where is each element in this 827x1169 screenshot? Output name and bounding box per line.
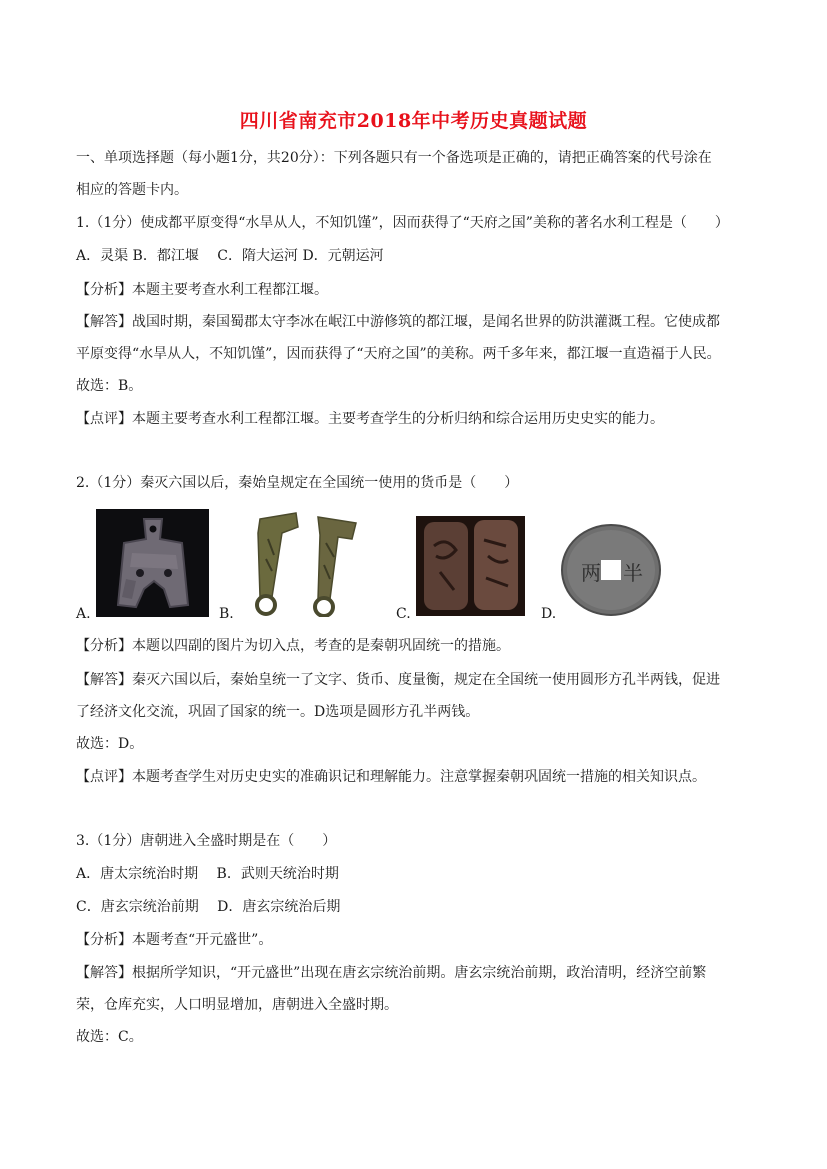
option-a-label: A. — [76, 606, 91, 622]
question-1-options: A．灵渠 B．都江堰 C．隋大运河 D．元朝运河 — [76, 248, 384, 264]
question-1-choice: 故选：B。 — [76, 378, 143, 394]
option-b-label: B. — [219, 606, 234, 622]
ban-liang-coin-image — [559, 522, 663, 618]
question-1-stem: 1.（1分）使成都平原变得“水旱从人，不知饥馑”，因而获得了“天府之国”美称的著名水利工程是（ ） — [76, 215, 729, 231]
question-3-options-line-2: C．唐玄宗统治前期 D．唐玄宗统治后期 — [76, 899, 341, 915]
question-3-options-line-1: A．唐太宗统治时期 B．武则天统治时期 — [76, 866, 339, 882]
question-3-answer-line-2: 荣，仓库充实，人口明显增加，唐朝进入全盛时期。 — [76, 997, 398, 1013]
coin-character-left: 两 — [581, 561, 601, 585]
question-2-choice: 故选：D。 — [76, 736, 144, 752]
question-2-answer-line-1: 【解答】秦灭六国以后，秦始皇统一了文字、货币、度量衡，规定在全国统一使用圆形方孔半两钱，促进 — [76, 672, 720, 688]
question-3-analysis: 【分析】本题考查“开元盛世”。 — [76, 932, 273, 948]
question-2-stem: 2.（1分）秦灭六国以后，秦始皇规定在全国统一使用的货币是（ ） — [76, 475, 519, 491]
document-title: 四川省南充市2018年中考历史真题试题 — [239, 110, 588, 132]
question-2-comment: 【点评】本题考查学生对历史史实的准确识记和理解能力。注意掌握秦朝巩固统一措施的相关知识点。 — [76, 769, 706, 785]
bronze-pieces-image — [416, 516, 525, 616]
option-d-label: D. — [541, 606, 557, 622]
question-2-answer-line-2: 了经济文化交流，巩固了国家的统一。D选项是圆形方孔半两钱。 — [76, 704, 480, 720]
section-instructions-line-1: 一、单项选择题（每小题1分，共20分）：下列各题只有一个备选项是正确的，请把正确答案的代号涂在 — [76, 150, 712, 166]
option-c-label: C. — [396, 606, 411, 622]
question-3-stem: 3.（1分）唐朝进入全盛时期是在（ ） — [76, 833, 337, 849]
spade-coin-image — [96, 509, 209, 617]
question-1-analysis: 【分析】本题主要考查水利工程都江堰。 — [76, 282, 328, 298]
question-3-choice: 故选：C。 — [76, 1029, 143, 1045]
question-3-answer-line-1: 【解答】根据所学知识，“开元盛世”出现在唐玄宗统治前期。唐玄宗统治前期，政治清明，经济空前繁 — [76, 965, 707, 981]
question-1-answer-line-1: 【解答】战国时期，秦国蜀郡太守李冰在岷江中游修筑的都江堰，是闻名世界的防洪灌溉工程。它使成都 — [76, 314, 720, 330]
section-instructions-line-2: 相应的答题卡内。 — [76, 182, 188, 198]
coin-character-right: 半 — [623, 561, 643, 585]
question-2-analysis: 【分析】本题以四副的图片为切入点，考查的是秦朝巩固统一的措施。 — [76, 638, 510, 654]
question-1-comment: 【点评】本题主要考查水利工程都江堰。主要考查学生的分析归纳和综合运用历史史实的能力。 — [76, 411, 664, 427]
knife-coin-image — [238, 509, 378, 617]
question-1-answer-line-2: 平原变得“水旱从人，不知饥馑”，因而获得了“天府之国”的美称。两千多年来，都江堰一直造福于人民。 — [76, 346, 721, 362]
